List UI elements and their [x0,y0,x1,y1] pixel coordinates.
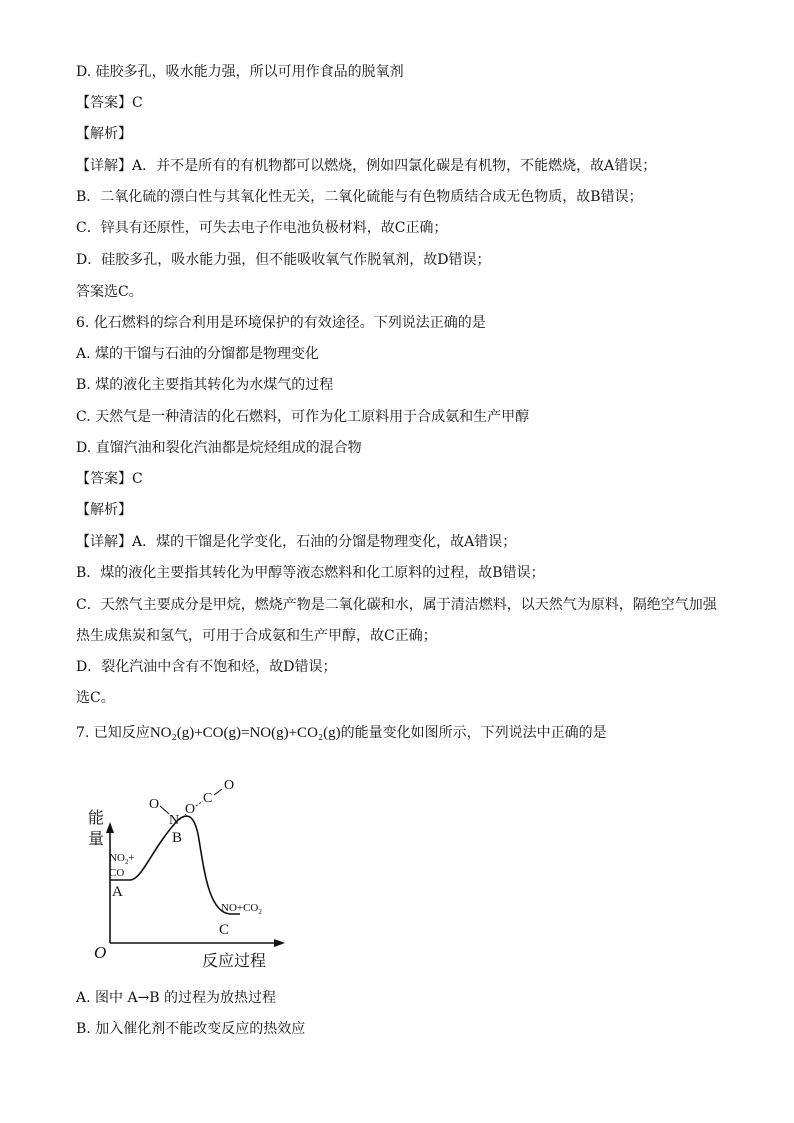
energy-diagram [80,760,300,975]
question-6-option-c: C. 天然气是一种清洁的化石燃料，可作为化工原料用于合成氨和生产甲醇 [76,409,530,425]
y-axis-label-1: 能 [88,808,105,827]
explanation-line: D．硅胶多孔，吸水能力强，但不能吸收氧气作脱氧剂，故D错误； [76,252,491,268]
explanation-line: 【详解】A．并不是所有的有机物都可以燃烧，例如四氯化碳是有机物，不能燃烧，故A错误； [76,158,657,174]
ts-bond-o-c [196,801,203,806]
origin-label: O [94,943,107,962]
question-7-prefix: 7. 已知反应 [76,725,150,741]
explanation-line: 【详解】A．煤的干馏是化学变化，石油的分馏是物理变化，故A错误； [76,534,517,550]
answer-conclusion: 选C。 [76,690,115,706]
point-b-label: B [172,830,183,846]
x-axis-label: 反应过程 [202,951,267,970]
ts-bond-c-o [214,789,222,795]
explanation-line: C．天然气主要成分是甲烷，燃烧产物是二氧化碳和水，属于清洁燃料，以天然气为原料，隔绝空气加强 [76,597,717,613]
question-7-option-a: A. 图中 A→B 的过程为放热过程 [76,990,277,1006]
explanation-line: B．煤的液化主要指其转化为甲醇等液态燃料和化工原料的过程，故B错误； [76,565,545,581]
ts-c-label: C [203,791,213,806]
question-7-suffix: 的能量变化如图所示，下列说法中正确的是 [340,725,607,741]
option-d-previous: D. 硅胶多孔，吸水能力强，所以可用作食品的脱氧剂 [76,64,404,80]
question-6: 6. 化石燃料的综合利用是环境保护的有效途径。下列说法正确的是 [76,315,486,331]
question-6-option-a: A. 煤的干馏与石油的分馏都是物理变化 [76,346,320,362]
y-axis-arrow [106,822,114,833]
reactant-no2-label: $NO_2+$ [109,852,135,866]
question-6-option-b: B. 煤的液化主要指其转化为水煤气的过程 [76,377,334,393]
answer-conclusion: 答案选C。 [76,284,143,300]
ts-o1-label: O [149,797,160,812]
point-a-label: A [112,884,123,900]
ts-o2-label: O [185,802,196,817]
reactant-co-label: CO [109,867,125,879]
ts-o3-label: O [224,778,235,793]
analysis-label: 【解析】 [76,126,132,142]
product-label: $NO+CO_2$ [221,902,262,916]
point-c-label: C [219,922,230,938]
x-axis-arrow [274,939,285,947]
explanation-line: 热生成焦炭和氢气，可用于合成氨和生产甲醇，故C正确； [76,628,437,644]
question-6-option-d: D. 直馏汽油和裂化汽油都是烷烃组成的混合物 [76,440,362,456]
answer-label: 【答案】C [76,471,143,487]
ts-bond-o-n [160,806,169,814]
question-7 [76,723,607,743]
answer-label: 【答案】C [76,95,143,111]
analysis-label: 【解析】 [76,502,132,518]
y-axis-label-2: 量 [88,829,105,848]
explanation-line: B．二氧化硫的漂白性与其氧化性无关，二氧化硫能与有色物质结合成无色物质，故B错误； [76,189,643,205]
question-7-option-b: B. 加入催化剂不能改变反应的热效应 [76,1021,306,1037]
question-7-formula: NO₂(g)+CO(g)=NO(g)+CO₂(g) [149,725,341,741]
explanation-line: D．裂化汽油中含有不饱和烃，故D错误； [76,659,337,675]
energy-diagram-svg [80,760,300,975]
explanation-line: C．锌具有还原性，可失去电子作电池负极材料，故C正确； [76,220,448,236]
ts-n-label: N [169,813,180,828]
